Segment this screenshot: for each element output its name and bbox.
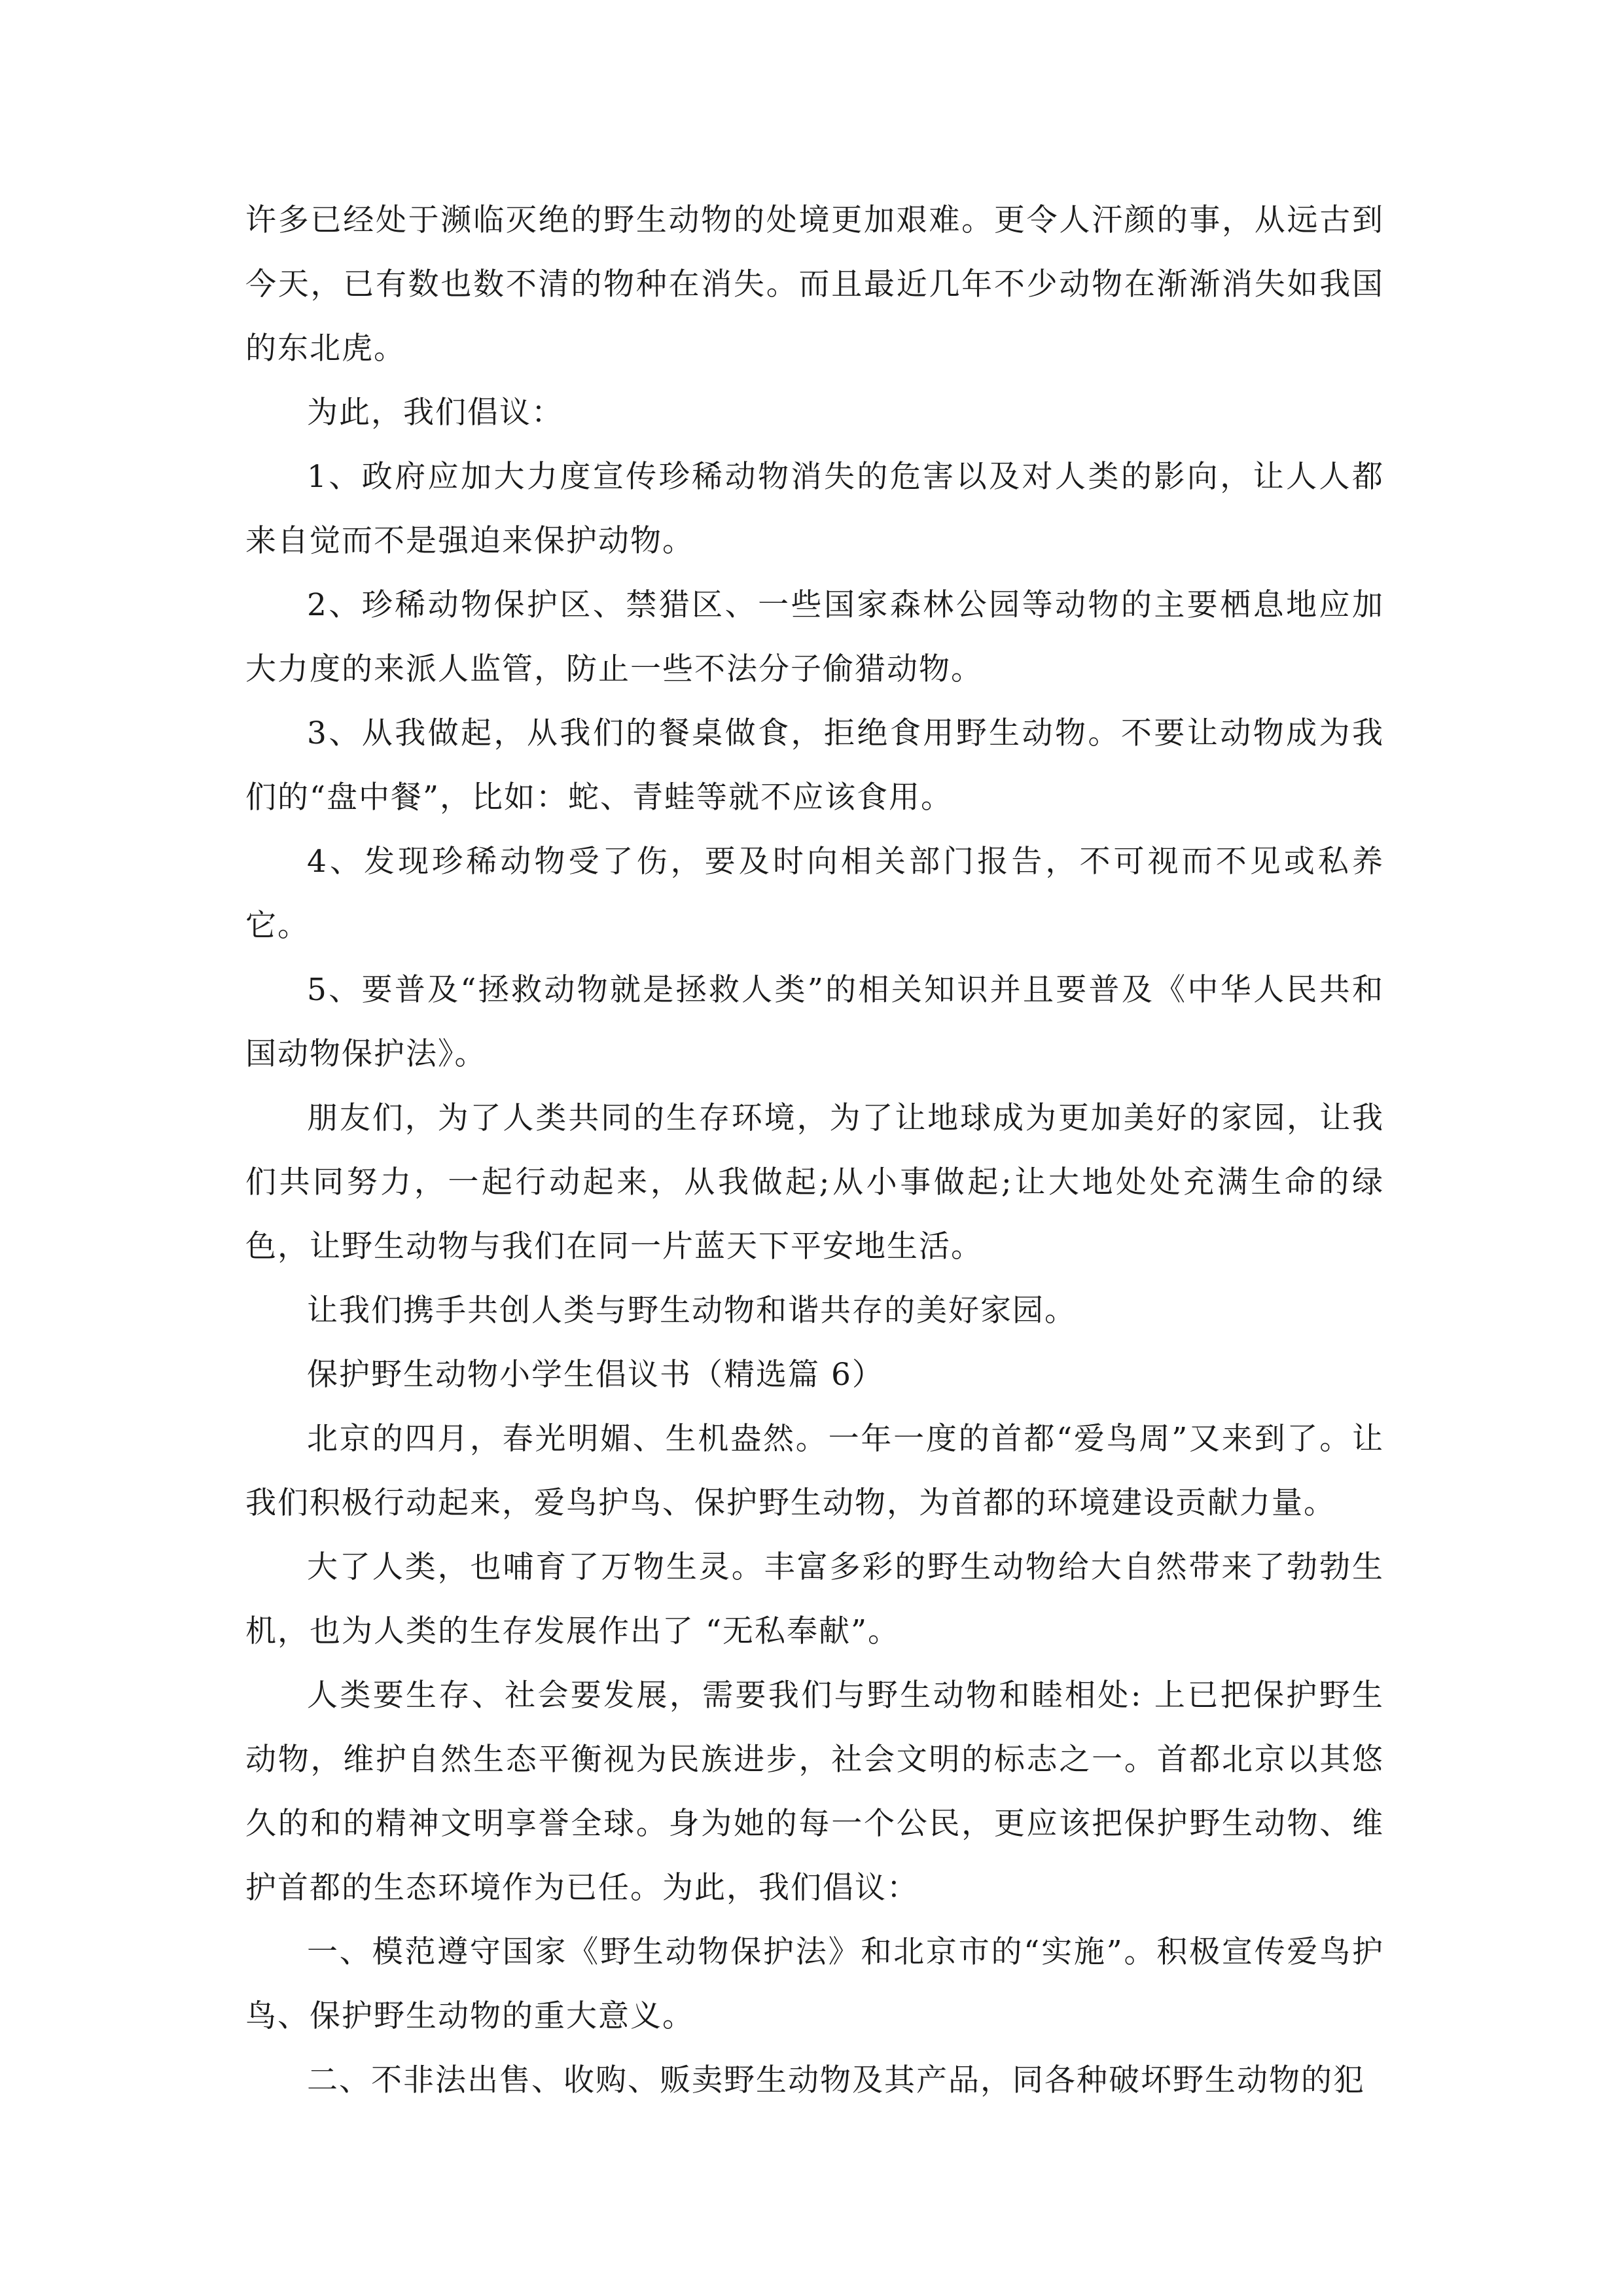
paragraph-14: 一、模范遵守国家《野生动物保护法》和北京市的“实施”。积极宣传爱鸟护鸟、保护野生动物的重大意义。 <box>245 1934 1384 2034</box>
paragraph-2: 为此，我们倡议： <box>307 395 563 431</box>
paragraph-1: 许多已经处于濒临灭绝的野生动物的处境更加艰难。更令人汗颜的事，从远古到今天，已有数也数不清的物种在消失。而且最近几年不少动物在渐渐消失如我国的东北虎。 <box>245 202 1384 367</box>
paragraph-7: 5、要普及“拯救动物就是拯救人类”的相关知识并且要普及《中华人民共和国动物保护法》。 <box>245 972 1384 1072</box>
paragraph-11: 北京的四月，春光明媚、生机盎然。一年一度的首都“爱鸟周”又来到了。让我们积极行动起来，爱鸟护鸟、保护野生动物，为首都的环境建设贡献力量。 <box>245 1421 1384 1521</box>
paragraph-15: 二、不非法出售、收购、贩卖野生动物及其产品，同各种破坏野生动物的犯 <box>307 2062 1365 2098</box>
paragraph-4: 2、珍稀动物保护区、禁猎区、一些国家森林公园等动物的主要栖息地应加大力度的来派人监管，防止一些不法分子偷猎动物。 <box>245 587 1384 687</box>
paragraph-3: 1、政府应加大力度宣传珍稀动物消失的危害以及对人类的影向，让人人都来自觉而不是强迫来保护动物。 <box>245 459 1384 559</box>
paragraph-5: 3、从我做起，从我们的餐桌做食，拒绝食用野生动物。不要让动物成为我们的“盘中餐”，比如：蛇、青蛙等就不应该食用。 <box>245 715 1384 816</box>
paragraph-9: 让我们携手共创人类与野生动物和谐共存的美好家园。 <box>307 1293 1077 1329</box>
document-body <box>245 188 1384 2113</box>
paragraph-6: 4、发现珍稀动物受了伤，要及时向相关部门报告，不可视而不见或私养它。 <box>245 844 1384 944</box>
paragraph-13: 人类要生存、社会要发展，需要我们与野生动物和睦相处: 上已把保护野生动物，维护自然生态平衡视为民族进步，社会文明的标志之一。首都北京以其悠久的和的精神文明享誉全球。身为她的每一个公民，更应该把保护野生动物、维护首都的生态环境作为已任。为此，我们倡议： <box>245 1677 1384 1906</box>
paragraph-8: 朋友们，为了人类共同的生存环境，为了让地球成为更加美好的家园，让我们共同努力，一起行动起来，从我做起;从小事做起;让大地处处充满生命的绿色，让野生动物与我们在同一片蓝天下平安地生活。 <box>245 1100 1384 1265</box>
section-title: 保护野生动物小学生倡议书（精选篇 6） <box>307 1357 884 1393</box>
paragraph-12: 大了人类，也哺育了万物生灵。丰富多彩的野生动物给大自然带来了勃勃生机，也为人类的生存发展作出了 “无私奉献”。 <box>245 1549 1384 1649</box>
